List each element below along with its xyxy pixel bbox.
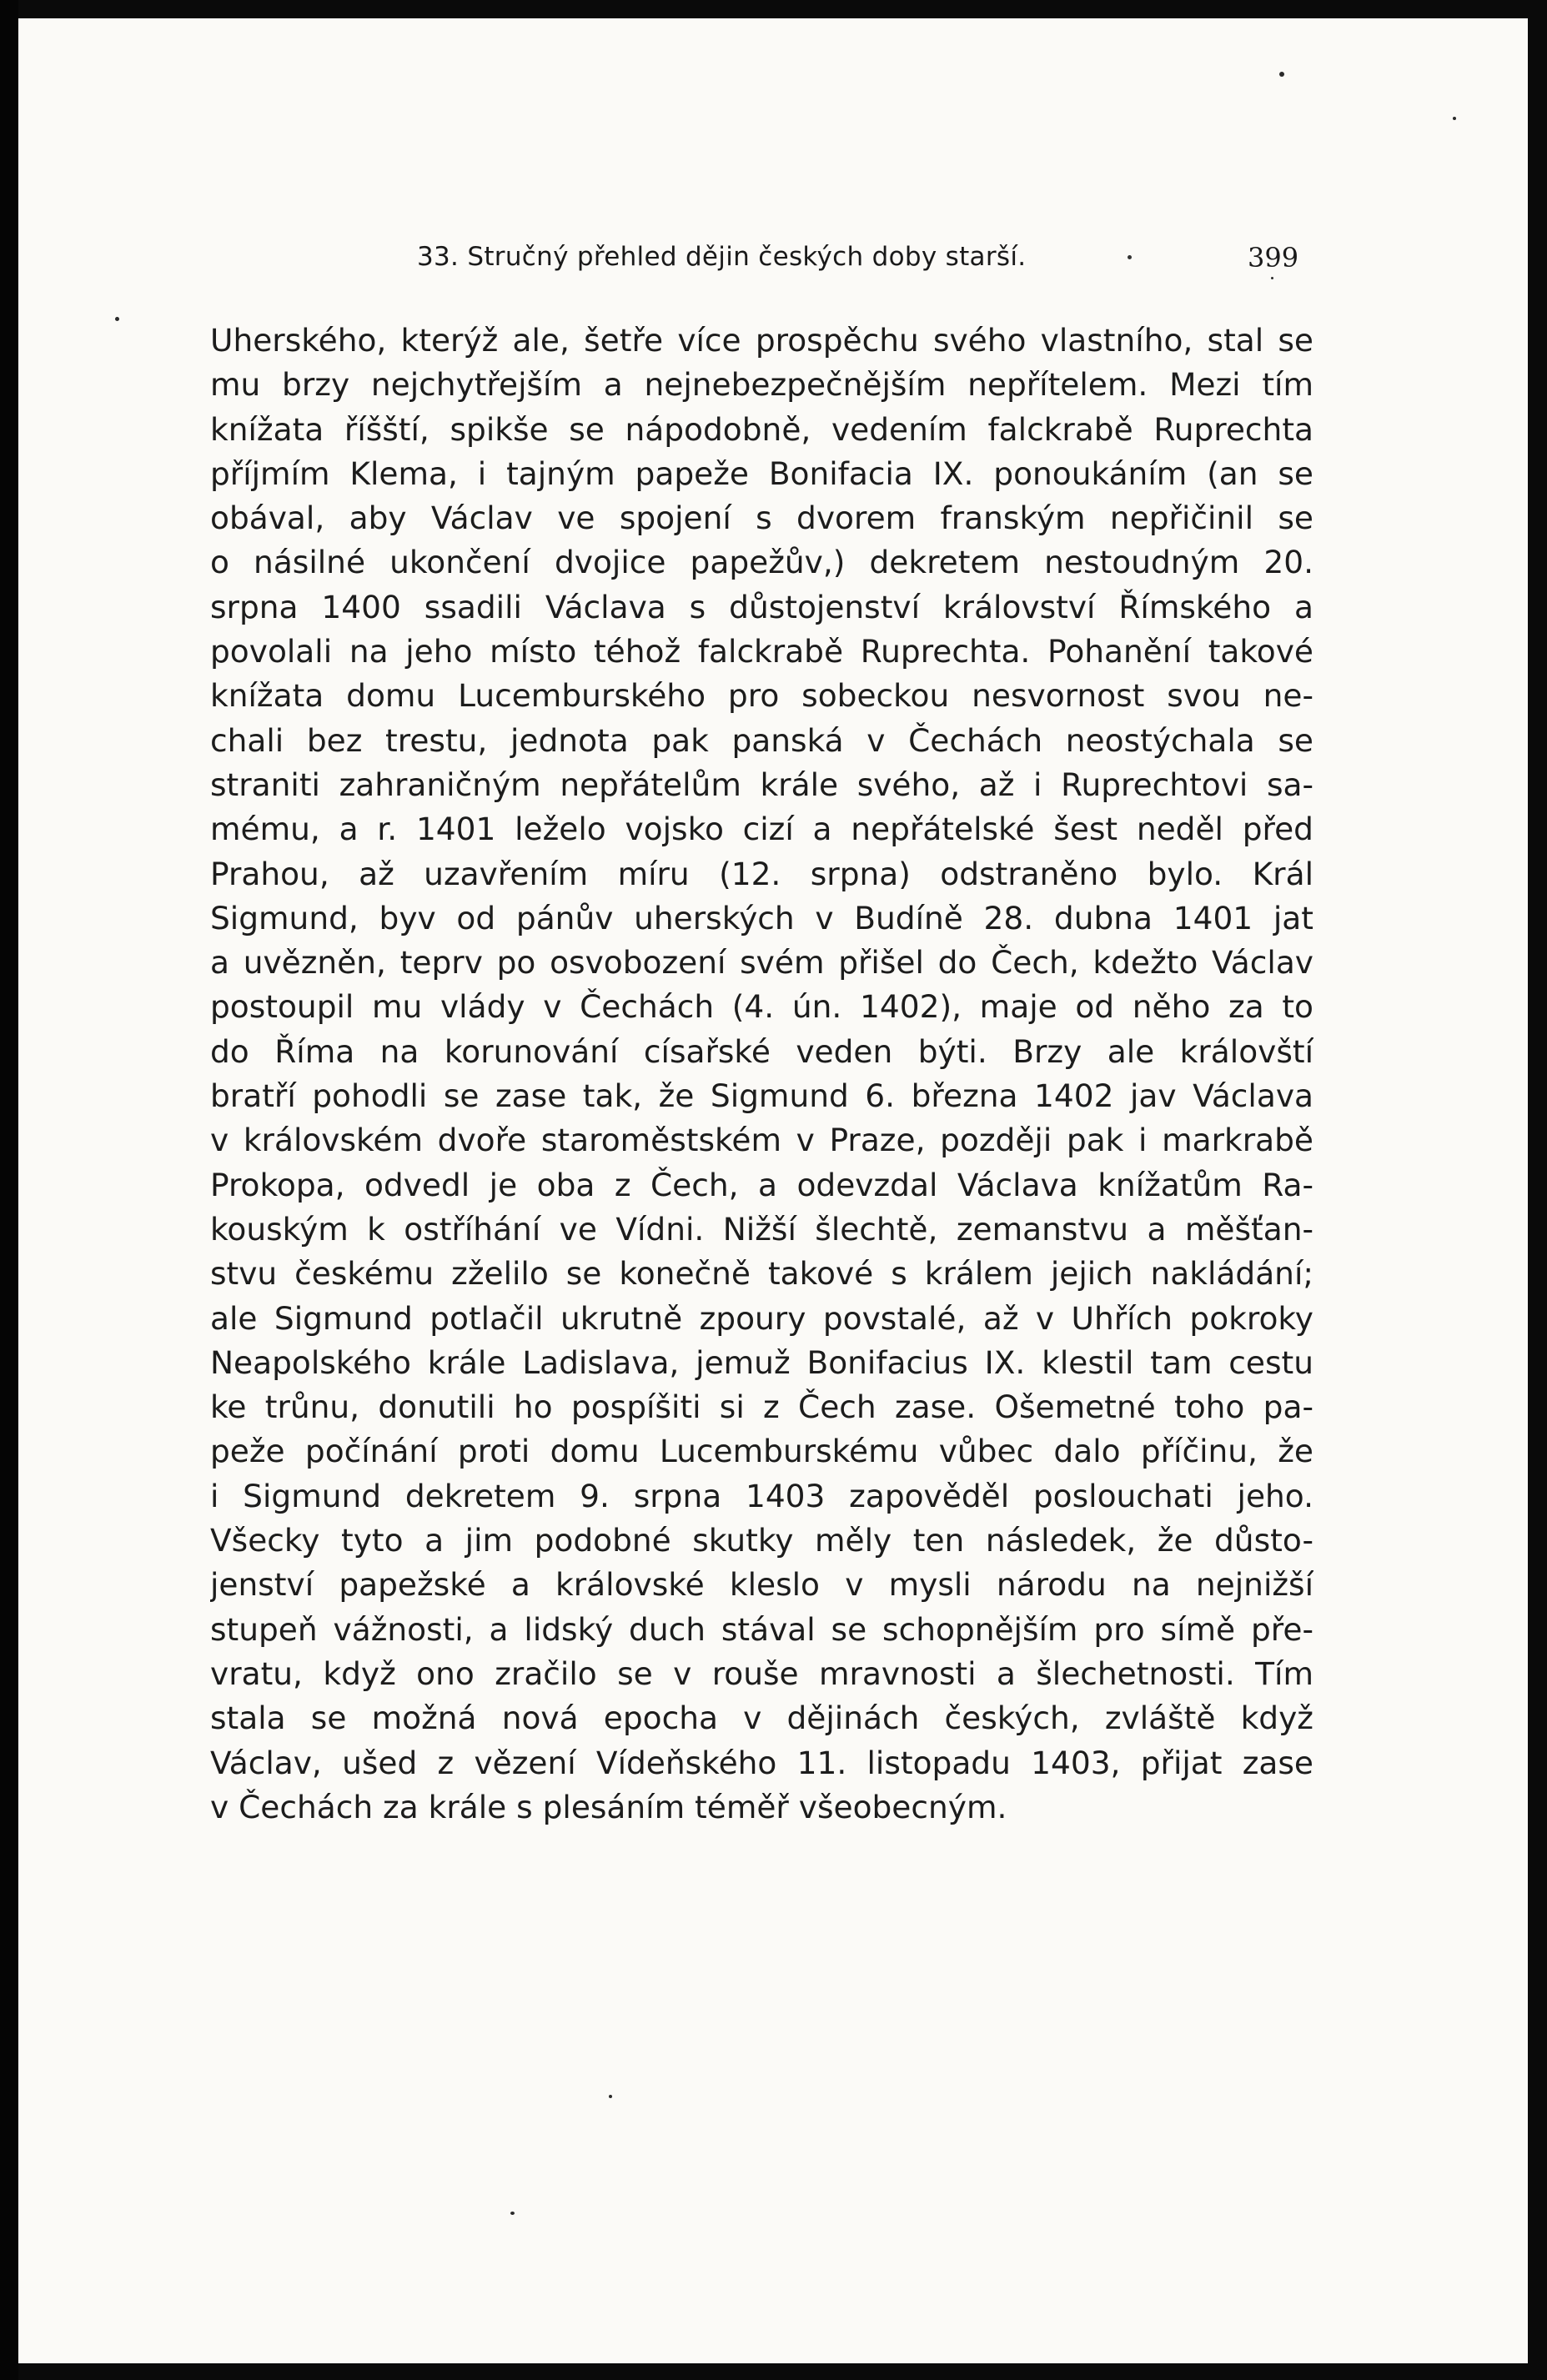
header-dot (1128, 255, 1132, 259)
scan-speck (1271, 277, 1273, 279)
text-line: peže počínání proti domu Lucemburskému vůbec dalo příčinu, že (210, 1433, 1313, 1470)
running-head: 33. Stručný přehled dějin českých doby starší. (417, 242, 1027, 272)
text-line: v Čechách za krále s plesáním téměř všeobecným. (210, 1788, 1007, 1825)
text-line: kouským k ostříhání ve Vídni. Nižší šlechtě, zemanstvu a měšťan- (210, 1210, 1313, 1248)
page-number: 399 (1248, 242, 1299, 274)
text-line: ale Sigmund potlačil ukrutně zpoury povstalé, až v Uhřích pokroky (210, 1299, 1313, 1337)
text-line: do Říma na korunování císařské veden býti. Brzy ale královští (210, 1032, 1313, 1070)
text-line: o násilné ukončení dvojice papežův,) dekretem nestoudným 20. (210, 544, 1313, 581)
text-line: povolali na jeho místo téhož falckrabě Ruprechta. Pohanění takové (210, 633, 1313, 670)
text-line: bratří pohodli se zase tak, že Sigmund 6. března 1402 jav Václava (210, 1077, 1313, 1115)
text-line: Prahou, až uzavřením míru (12. srpna) odstraněno bylo. Král (210, 855, 1313, 892)
text-line: Václav, ušed z vězení Vídeňského 11. listopadu 1403, přijat zase (210, 1744, 1313, 1781)
scan-border (0, 0, 18, 2380)
text-line: vratu, když ono zračilo se v rouše mravnosti a šlechetnosti. Tím (210, 1654, 1313, 1692)
text-line: postoupil mu vlády v Čechách (4. ún. 1402), maje od něho za to (210, 988, 1313, 1026)
scan-speck (510, 2212, 515, 2215)
text-line: stvu českému zželilo se konečně takové s králem jejich nakládání; (210, 1255, 1313, 1293)
text-line: a uvězněn, teprv po osvobození svém přišel do Čech, kdežto Václav (210, 944, 1313, 982)
scan-speck (609, 2095, 612, 2098)
page-header (18, 242, 1528, 284)
text-line: chali bez trestu, jednota pak panská v Čechách neostýchala se (210, 721, 1313, 759)
text-line: srpna 1400 ssadili Václava s důstojenství království Římského a (210, 588, 1313, 625)
text-line: mu brzy nejchytřejším a nejnebezpečnějším nepřítelem. Mezi tím (210, 366, 1313, 404)
scan-speck (115, 317, 119, 321)
text-line: knížata domu Lucemburského pro sobeckou nesvornost svou ne- (210, 677, 1313, 715)
text-line: stala se možná nová epocha v dějinách českých, zvláště když (210, 1700, 1313, 1737)
text-line: Prokopa, odvedl je oba z Čech, a odevzdal Václava knížatům Ra- (210, 1166, 1313, 1203)
text-line: Sigmund, byv od pánův uherských v Budíně 28. dubna 1401 jat (210, 899, 1313, 936)
text-line: Uherského, kterýž ale, šetře více prospěchu svého vlastního, stal se (210, 322, 1313, 359)
text-line: jenství papežské a královské kleslo v mysli národu na nejnižší (210, 1566, 1313, 1604)
text-line: obával, aby Václav ve spojení s dvorem franským nepřičinil se (210, 500, 1313, 537)
text-line: Všecky tyto a jim podobné skutky měly ten následek, že důsto- (210, 1522, 1313, 1559)
book-page (18, 18, 1528, 2363)
body-text (210, 319, 1313, 1830)
text-line: stupeň vážnosti, a lidský duch stával se schopnějším pro símě pře- (210, 1610, 1313, 1648)
text-line: Neapolského krále Ladislava, jemuž Bonifacius IX. klestil tam cestu (210, 1343, 1313, 1381)
scan-speck (1453, 117, 1456, 120)
text-line: mému, a r. 1401 leželo vojsko cizí a nepřátelské šest neděl před (210, 811, 1313, 848)
text-line: v královském dvoře staroměstském v Praze, později pak i markrabě (210, 1122, 1313, 1159)
text-line: příjmím Klema, i tajným papeže Bonifacia IX. ponoukáním (an se (210, 454, 1313, 492)
text-line: ke trůnu, donutili ho pospíšiti si z Čech zase. Ošemetné toho pa- (210, 1388, 1313, 1426)
text-line: straniti zahraničným nepřátelům krále svého, až i Ruprechtovi sa- (210, 766, 1313, 803)
text-line: knížata říšští, spikše se nápodobně, vedením falckrabě Ruprechta (210, 410, 1313, 448)
scan-speck (1279, 72, 1284, 77)
text-line: i Sigmund dekretem 9. srpna 1403 zapověděl poslouchati jeho. (210, 1477, 1313, 1514)
